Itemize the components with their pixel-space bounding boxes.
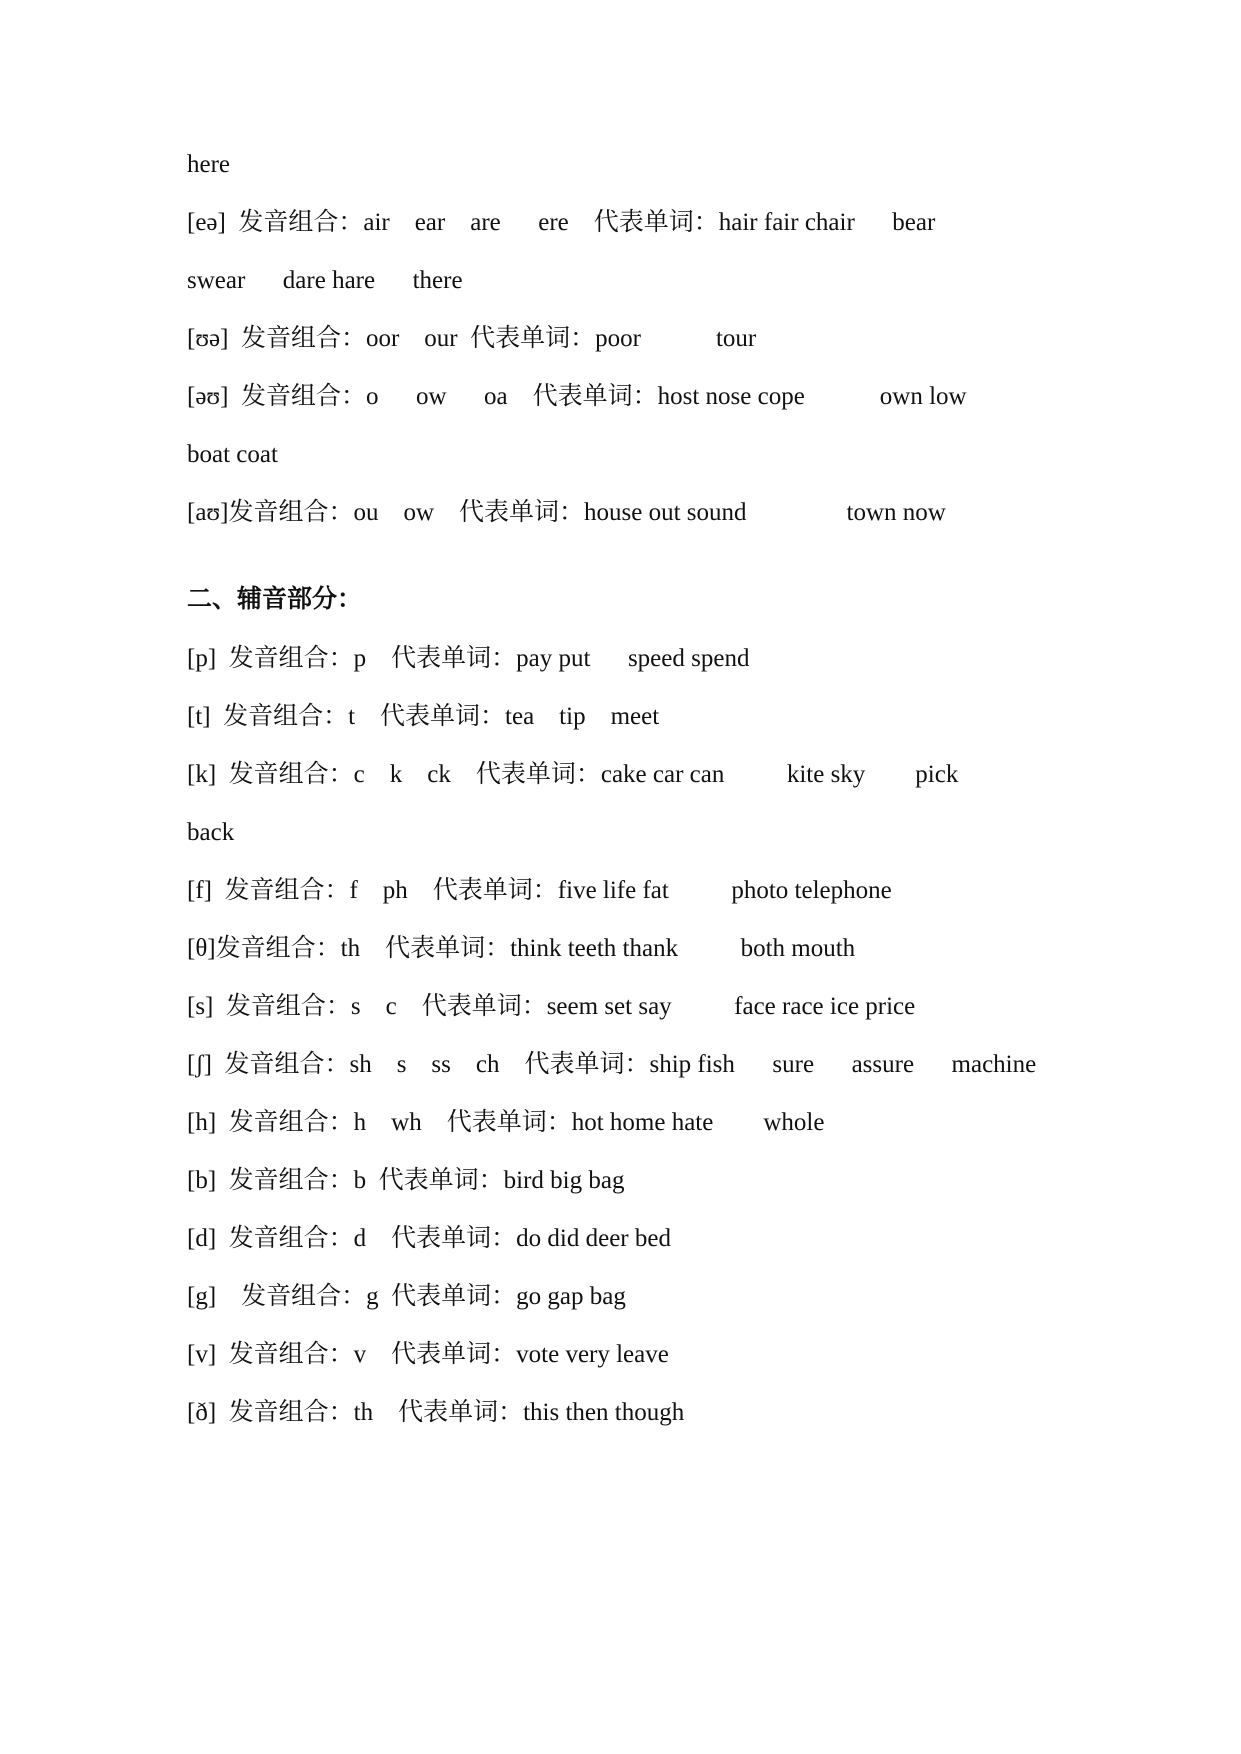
text-line-s: [s] 发音组合：s c 代表单词：seem set say face race ice price	[187, 993, 916, 1020]
text-line-e-schwa-continued: swear dare hare there	[187, 267, 463, 294]
text-line-d: [d] 发音组合：d 代表单词：do did deer bed	[187, 1225, 671, 1252]
text-line-f: [f] 发音组合：f ph 代表单词：five life fat photo telephone	[187, 877, 892, 904]
text-line-here: here	[187, 151, 231, 178]
text-line-p: [p] 发音组合：p 代表单词：pay put speed spend	[187, 645, 750, 672]
text-line-g: [g] 发音组合：g 代表单词：go gap bag	[187, 1283, 626, 1310]
text-line-k: [k] 发音组合：c k ck 代表单词：cake car can kite sky pick	[187, 761, 959, 788]
section-heading-consonants: 二、辅音部分：	[187, 586, 363, 613]
text-line-b: [b] 发音组合：b 代表单词：bird big bag	[187, 1167, 625, 1194]
text-line-u-schwa: [ʊə] 发音组合：oor our 代表单词：poor tour	[187, 325, 757, 352]
text-line-a-u: [aʊ]发音组合：ou ow 代表单词：house out sound town now	[187, 499, 946, 526]
text-line-esh: [ʃ] 发音组合：sh s ss ch 代表单词：ship fish sure assure machine	[187, 1051, 1037, 1078]
text-line-eth: [ð] 发音组合：th 代表单词：this then though	[187, 1399, 685, 1426]
text-line-h: [h] 发音组合：h wh 代表单词：hot home hate whole	[187, 1109, 825, 1136]
text-line-e-schwa: [eə] 发音组合：air ear are ere 代表单词：hair fair chair bear	[187, 209, 936, 236]
text-line-theta: [θ]发音组合：th 代表单词：think teeth thank both mouth	[187, 935, 856, 962]
text-line-schwa-u: [əʊ] 发音组合：o ow oa 代表单词：host nose cope own low	[187, 383, 967, 410]
text-line-t: [t] 发音组合：t 代表单词：tea tip meet	[187, 703, 660, 730]
text-line-schwa-u-continued: boat coat	[187, 441, 278, 468]
text-line-k-continued: back	[187, 819, 235, 846]
text-line-v: [v] 发音组合：v 代表单词：vote very leave	[187, 1341, 669, 1368]
